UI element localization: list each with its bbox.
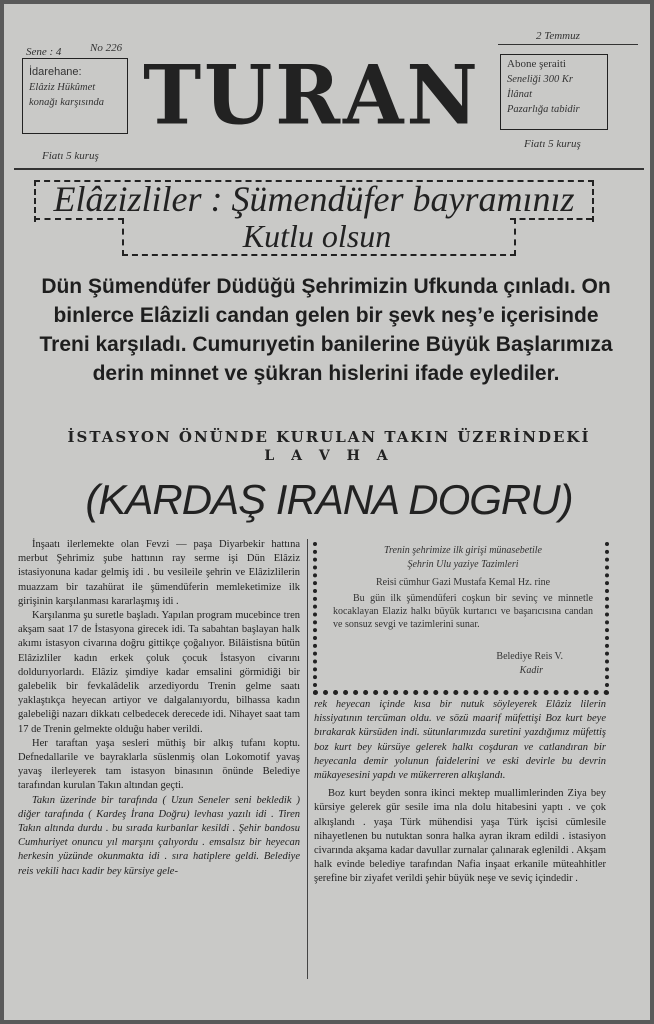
column-divider [307, 539, 308, 979]
headline-line-2: Kutlu olsun [242, 218, 392, 254]
headline-line-1: Elâzizliler : Şümendüfer bayramınız [53, 179, 575, 219]
subscription-label: Abone şeraiti [507, 58, 566, 70]
telegram-title-1: Trenin şehrimize ilk girişi münasebetile [384, 545, 542, 556]
price-right: Fiatı 5 kuruş [524, 138, 581, 150]
telegram-recipient: Reisi cümhur Gazi Mustafa Kemal Hz. rine [375, 577, 551, 588]
subscription-line-1: Seneliği 300 Kr [507, 74, 573, 85]
subscription-line-2: İlânat [507, 89, 533, 100]
left-paragraph-1: İnşaatı ilerlemekte olan Fevzi — paşa Diyarbekir hattına merbut Şehrimiz şube hattının ray serme işi Dün Elâziz istasiyonuna kadar gelmiş idi . bu vesileile şehrin ve Elâzizlilerin muazzam bir tazahürat ile şümendüferin memleketimize ilk girişinin karşılanması kararlaşmış idi . [18, 539, 300, 607]
right-column [314, 698, 606, 887]
issue-number: No 226 [90, 42, 123, 54]
left-paragraph-3: Her taraftan yaşa sesleri müthiş bir alkış tufanı koptu. Defnedallarile ve bayraklarla süslenmiş olan Lokomotif yavaş yavaş ilerleyerek tam istasyon binasının önünde Belediye tarafından kurulan Takın altından geçti. [18, 737, 300, 792]
banner-text: (KARDAŞ IRANA DOGRU) [85, 476, 573, 523]
issue-year: Sene : 4 [26, 46, 62, 58]
address-label: İdarehane: [29, 66, 82, 78]
subscription-line-3: Pazarlığa tabidir [507, 104, 580, 115]
right-paragraph-2: Boz kurt beyden sonra ikinci mektep muallimlerinden Ziya bey kürsiye gelerek gür sesile ima nla dolu hitabesini yaptı . ve çok alkışlandı . yaşa Türk mühendisi yaşa Türk işcisi cümlesile nihayetlenen bu nutuktan sonra halka ayran ikram edildi . istasiyon civarında akşama kadar davullar zurnalar çalınarak eglenildi . Akşam halk evinde belediye tarafından Nafia inşaat erkanile müteahhitler şerefine bir ziyafet verildi şehir büyük neşe ve seviç içindedir . [314, 788, 606, 885]
newspaper-title: TURAN [143, 47, 481, 144]
address-box [22, 58, 128, 134]
telegram-body: Bu gün ilk şümendüferi coşkun bir sevinç ve minnetle kocaklayan Elaziz halkı büyük kurtarıcı ve başarıcısına candan ve sonsuz sevgi ve tazimlerini sunar. [333, 593, 593, 630]
left-paragraph-4: Takın üzerinde bir tarafında ( Uzun Seneler seni bekledik ) diğer tarafında ( Kardeş İrana Doğru) levhası yazılı idi . Tiren Takın altında durdu . bu sırada kurbanlar kesildi . Şehir bandosu Cumhuriyet onuncu yıl marşını çalıyordu . emsalsız bir heyecan herkesin yüzünde okunmakta idi . sıra hatiplere geldi. Belediye reis vekili hacı kadir bey kürsiye gele- [18, 794, 300, 877]
telegram-title-2: Şehrin Ulu yaziye Tazimleri [407, 559, 519, 570]
price-left: Fiatı 5 kuruş [42, 150, 99, 162]
telegram-sign-title: Belediye Reis V. [496, 651, 563, 662]
left-paragraph-2: Karşılanma şu suretle başladı. Yapılan program mucebince tren akşam saat 17 de İstasyona girecek idi. Ta sabahtan başlayan halk akımı istasyon civarına doğru gittikçe çoğalıyor. Bilâistisna bütün Elâzizliler kadın erkek çoluk çocuk İstasyon civarını doldurıyorlardı. Elâziz şimdiye kadar emsalini görmidiği bir galebelik bir fevkalâdelik arzediyordu Trenin gelme saatı yaklaştıkça heyecan artiyor ve dalgalanıyordu, bilhassa kadın galebeliği nazarı dikkatı celbedecek derecede idi. Nihayet saat tam 17 de Trenin gelmekte olduğu haber verildi. [18, 610, 300, 735]
date-rule [498, 44, 638, 45]
telegram-sign-name: Kadir [519, 665, 543, 676]
subscription-box [500, 54, 608, 130]
newspaper-page [4, 4, 650, 1020]
telegram-box [313, 542, 609, 695]
masthead-rule [14, 168, 644, 170]
address-line-2: konağı karşısında [29, 97, 104, 108]
right-paragraph-1: rek heyecan içinde kısa bir nutuk söyleyerek Elâziz lilerin hissiyatının tercüman oldu. ve sözü maarif müfettişi Boz kurt beye bırakarak kürsüden indi. sütunlarımızda suretini yazdığımız müfettiş boz kurt bey kürsüye gelerek halkı coşduran ve catlandıran bir heyecanla demir yolunun faidelerini ve eski devirle bu devrin mükayesesini yapdı ve mükerreren alkışlandı. [314, 699, 606, 782]
address-line-1: Elâziz Hükûmet [29, 82, 96, 93]
subhead-line-1: İSTASYON ÖNÜNDE KURULAN TAKIN ÜZERİNDEKİ [67, 428, 591, 446]
issue-date: 2 Temmuz [536, 30, 580, 42]
subhead-line-2: L A V H A [264, 448, 394, 464]
lead-paragraph: Dün Şümendüfer Düdüğü Şehrimizin Ufkunda çınladı. On binlerce Elâzizli candan gelen bir şevk neş’e içerisinde Treni karşıladı. Cumurıyetin banilerine Büyük Başlarımıza derin minnet ve şükran hislerini ifade eylediler. [39, 275, 613, 385]
left-column [18, 538, 300, 879]
